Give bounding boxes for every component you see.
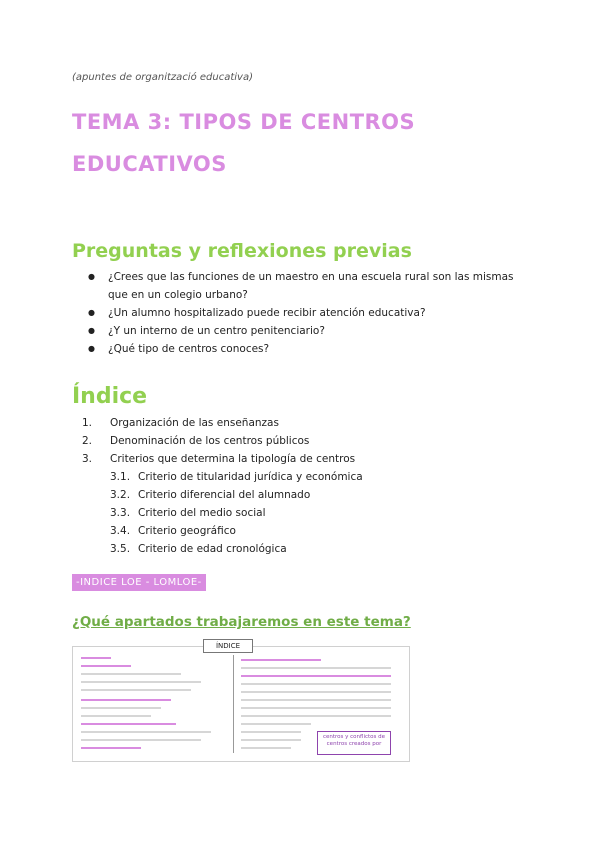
question-item: ● ¿Qué tipo de centros conoces? <box>88 340 528 358</box>
index-heading: Índice <box>72 384 148 409</box>
thumbnail-line <box>81 665 131 667</box>
thumbnail-tab: ÍNDICE <box>203 639 253 653</box>
subindex-number: 3.1. <box>110 471 131 483</box>
thumbnail-line <box>81 707 161 709</box>
thumbnail-line <box>241 723 311 725</box>
subindex-label: Criterio diferencial del alumnado <box>138 489 311 501</box>
index-number: 3. <box>82 453 93 465</box>
thumbnail-line <box>241 739 301 741</box>
thumbnail-line <box>81 747 141 749</box>
subindex-item <box>110 468 363 486</box>
subindex-label: Criterio geográfico <box>138 525 236 537</box>
thumbnail-line <box>241 691 391 693</box>
subindex-list <box>110 468 363 558</box>
subindex-item <box>110 486 363 504</box>
subindex-item <box>110 504 363 522</box>
subindex-item <box>110 540 363 558</box>
index-item <box>82 432 363 450</box>
subindex-number: 3.2. <box>110 489 131 501</box>
loe-tag[interactable]: -INDICE LOE - LOMLOE- <box>72 574 206 591</box>
thumbnail-line <box>81 673 181 675</box>
index-number: 1. <box>82 417 93 429</box>
thumbnail-line <box>81 689 191 691</box>
subindex-label: Criterio del medio social <box>138 507 266 519</box>
index-label: Denominación de los centros públicos <box>110 435 310 447</box>
question-item: ● ¿Crees que las funciones de un maestro en una escuela rural son las mismas que en un colegio urbano? <box>88 268 528 304</box>
index-list <box>82 414 363 558</box>
thumbnail-divider <box>233 655 234 753</box>
subindex-number: 3.5. <box>110 543 131 555</box>
questions-list <box>88 268 528 358</box>
thumbnail-line <box>81 723 176 725</box>
thumbnail-line <box>241 731 301 733</box>
thumbnail-line <box>81 657 111 659</box>
subindex-number: 3.4. <box>110 525 131 537</box>
page-title-line-1: TEMA 3: TIPOS DE CENTROS <box>72 110 416 134</box>
thumbnail-line <box>241 683 391 685</box>
index-thumbnail <box>72 642 410 762</box>
thumbnail-line <box>241 659 321 661</box>
page-title-line-2: EDUCATIVOS <box>72 152 227 176</box>
thumbnail-line <box>241 747 291 749</box>
header-note: (apuntes de organització educativa) <box>72 72 253 83</box>
subindex-item <box>110 522 363 540</box>
subindex-label: Criterio de titularidad jurídica y económica <box>138 471 363 483</box>
thumbnail-line <box>241 675 391 677</box>
index-item <box>82 414 363 432</box>
question-item: ● ¿Un alumno hospitalizado puede recibir atención educativa? <box>88 304 528 322</box>
thumbnail-note-box: centros y conflictos de centros creados por <box>317 731 391 755</box>
thumbnail-line <box>81 681 201 683</box>
apartados-heading: ¿Qué apartados trabajaremos en este tema? <box>72 614 411 630</box>
thumbnail-line <box>81 699 171 701</box>
subindex-label: Criterio de edad cronológica <box>138 543 287 555</box>
index-label: Organización de las enseñanzas <box>110 417 279 429</box>
index-item <box>82 450 363 558</box>
question-item: ● ¿Y un interno de un centro penitenciario? <box>88 322 528 340</box>
index-number: 2. <box>82 435 93 447</box>
thumbnail-line <box>241 715 391 717</box>
thumbnail-line <box>81 739 201 741</box>
thumbnail-line <box>241 707 391 709</box>
questions-heading: Preguntas y reflexiones previas <box>72 240 412 262</box>
thumbnail-line <box>241 667 391 669</box>
thumbnail-line <box>81 715 151 717</box>
index-label: Criterios que determina la tipología de centros <box>110 453 356 465</box>
thumbnail-line <box>81 731 211 733</box>
subindex-number: 3.3. <box>110 507 131 519</box>
thumbnail-line <box>241 699 391 701</box>
